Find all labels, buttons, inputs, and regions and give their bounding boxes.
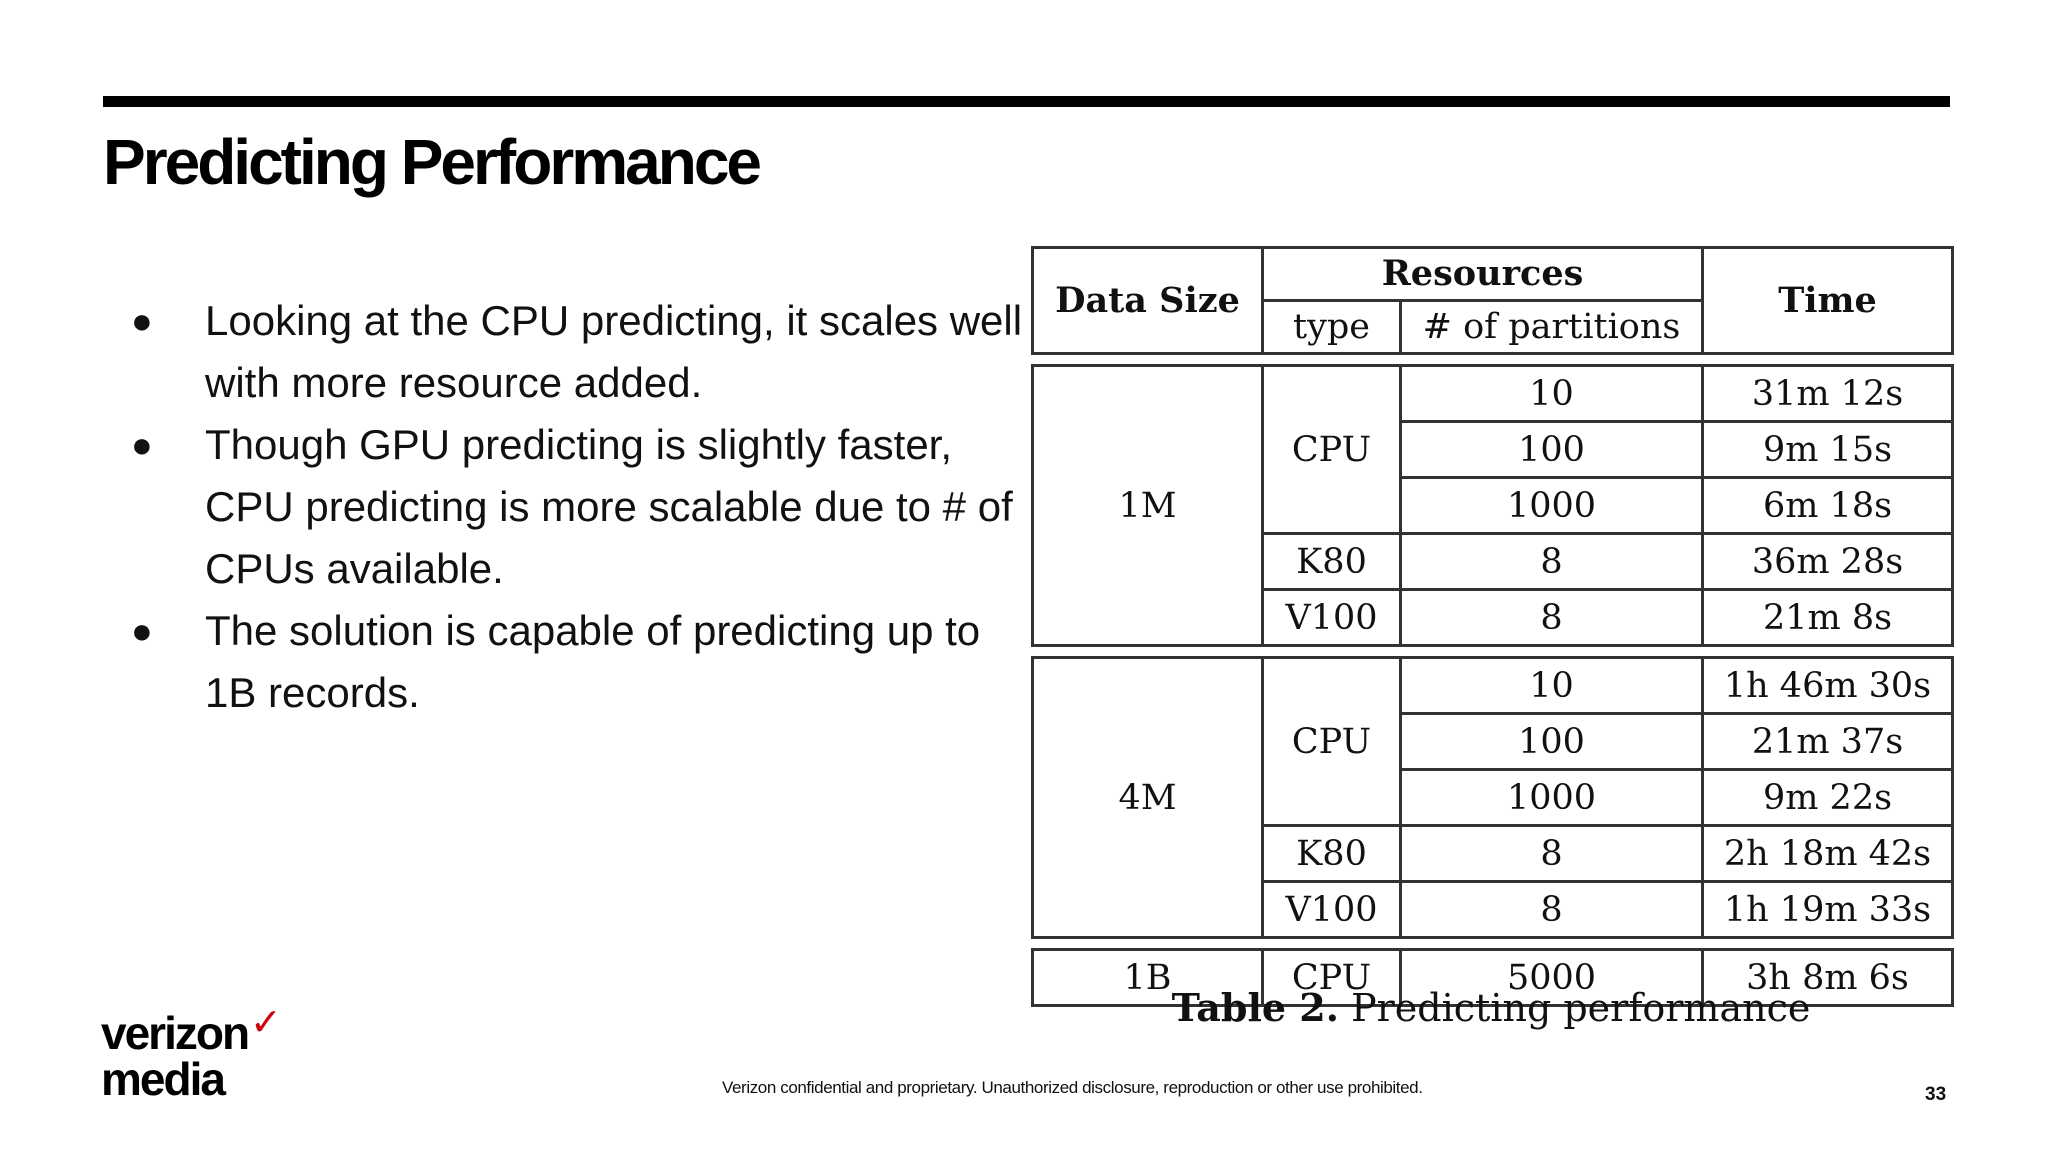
verizon-media-logo (101, 1002, 280, 1105)
bullet-icon: ● (131, 424, 153, 465)
header-row (1033, 248, 1953, 301)
table-caption (1031, 983, 1951, 1033)
cell-time: 21m 37s (1703, 714, 1953, 770)
cell-partitions: 8 (1401, 590, 1703, 646)
slide-title: Predicting Performance (103, 126, 759, 198)
cell-partitions: 10 (1401, 658, 1703, 714)
cell-time: 6m 18s (1703, 478, 1953, 534)
header-resources: Resources (1263, 248, 1703, 301)
performance-table (1031, 246, 1954, 1007)
cell-partitions: 1000 (1401, 770, 1703, 826)
table-row (1033, 658, 1953, 714)
top-rule (103, 96, 1950, 107)
table-row (1033, 366, 1953, 422)
cell-type: V100 (1263, 590, 1401, 646)
cell-data-size: 1M (1033, 366, 1263, 646)
bullet-icon: ● (131, 610, 153, 651)
page-number: 33 (1925, 1084, 1947, 1105)
cell-time: 1h 19m 33s (1703, 882, 1953, 938)
cell-partitions: 100 (1401, 714, 1703, 770)
cell-time: 21m 8s (1703, 590, 1953, 646)
header-time: Time (1703, 248, 1953, 354)
cell-partitions: 5000 (1401, 950, 1703, 1006)
cell-type: CPU (1263, 950, 1401, 1006)
cell-time: 1h 46m 30s (1703, 658, 1953, 714)
cell-type: V100 (1263, 882, 1401, 938)
cell-partitions: 100 (1401, 422, 1703, 478)
group-separator (1033, 646, 1953, 658)
cell-data-size: 1B (1033, 950, 1263, 1006)
cell-partitions: 8 (1401, 882, 1703, 938)
cell-type: CPU (1263, 658, 1401, 826)
cell-data-size: 4M (1033, 658, 1263, 938)
cell-time: 36m 28s (1703, 534, 1953, 590)
header-type: type (1263, 301, 1401, 354)
cell-type: CPU (1263, 366, 1401, 534)
bullet-text: Though GPU predicting is slightly faster, CPU predicting is more scalable due to # of CPUs available. (205, 421, 1013, 592)
cell-time: 9m 22s (1703, 770, 1953, 826)
check-icon: ✓ (250, 1002, 280, 1044)
cell-time: 3h 8m 6s (1703, 950, 1953, 1006)
cell-time: 9m 15s (1703, 422, 1953, 478)
bullet-item (125, 600, 1025, 724)
bullet-list (125, 290, 1025, 724)
cell-partitions: 10 (1401, 366, 1703, 422)
bullet-text: Looking at the CPU predicting, it scales well with more resource added. (205, 297, 1023, 406)
bullet-icon: ● (131, 300, 153, 341)
logo-line-1: verizon (101, 1007, 249, 1059)
caption-text: Predicting performance (1351, 986, 1811, 1030)
cell-time: 2h 18m 42s (1703, 826, 1953, 882)
cell-partitions: 8 (1401, 826, 1703, 882)
bullet-item (125, 290, 1025, 414)
cell-partitions: 8 (1401, 534, 1703, 590)
bullet-text: The solution is capable of predicting up to 1B records. (205, 607, 981, 716)
header-partitions: # of partitions (1401, 301, 1703, 354)
cell-partitions: 1000 (1401, 478, 1703, 534)
group-separator (1033, 938, 1953, 950)
cell-time: 31m 12s (1703, 366, 1953, 422)
confidentiality-notice: Verizon confidential and proprietary. Unauthorized disclosure, reproduction or other use prohibited. (722, 1078, 1423, 1097)
group-separator (1033, 354, 1953, 366)
bullet-item (125, 414, 1025, 600)
logo-line-2: media (101, 1053, 224, 1105)
cell-type: K80 (1263, 534, 1401, 590)
header-data-size: Data Size (1033, 248, 1263, 354)
cell-type: K80 (1263, 826, 1401, 882)
caption-label: Table 2. (1171, 985, 1339, 1030)
